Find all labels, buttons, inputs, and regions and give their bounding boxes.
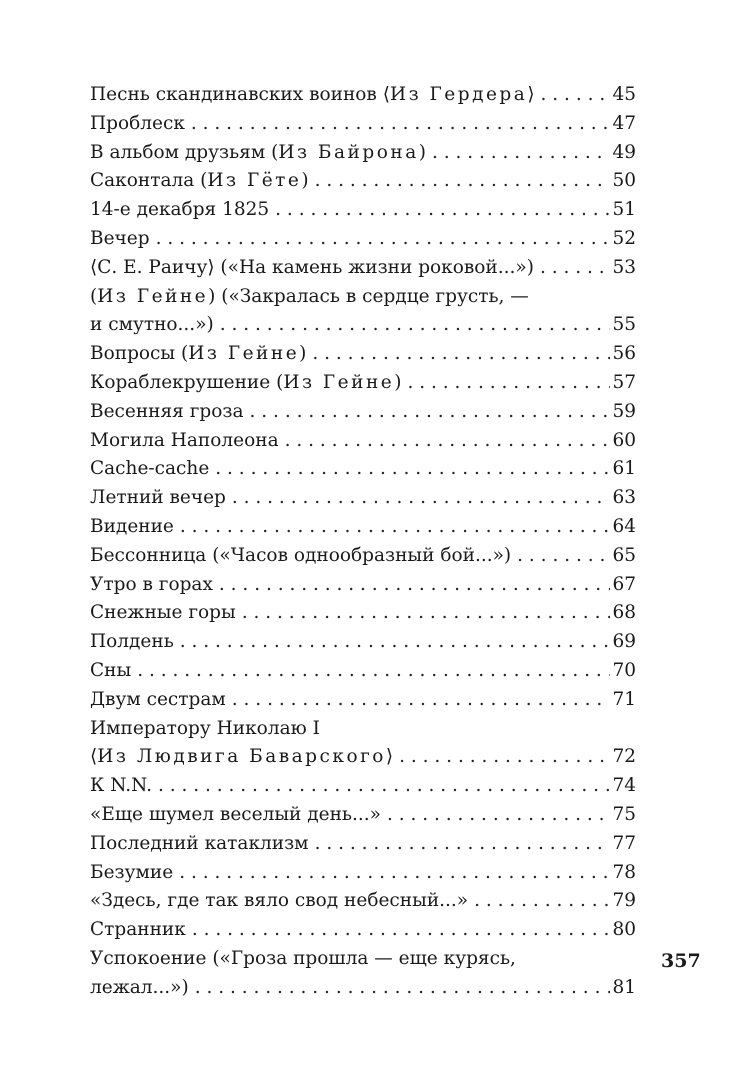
dot-leader [192,916,611,945]
toc-entry-line [90,513,636,542]
toc-entry-page: 47 [612,112,636,134]
toc-entry-line [90,81,636,110]
toc-entry-title: Проблеск [90,112,185,134]
toc-entry-line [90,398,636,427]
toc-entry-page: 55 [612,314,636,336]
dot-leader [232,686,611,715]
toc-entry [90,916,636,945]
toc-entry-title: «Еще шумел веселый день...» [90,803,381,825]
toc-entry-title: и смутно...») [90,314,214,336]
toc-entry-line [90,772,636,801]
toc-entry [90,772,636,801]
toc-entry [90,513,636,542]
toc-entry-title: Саконтала (Из Гёте) [90,170,309,192]
toc-entry-page: 80 [612,919,636,941]
toc-entry [90,859,636,888]
dot-leader [180,628,611,657]
toc-entry [90,81,636,110]
dot-leader [179,859,610,888]
toc-entry-line [90,484,636,513]
toc-entry [90,715,636,773]
toc-entry-title: Могила Наполеона [90,429,279,451]
toc-entry-title: Двум сестрам [90,688,226,710]
dot-leader [250,398,611,427]
toc-entry [90,542,636,571]
dot-leader [474,887,610,916]
toc-entry-line [90,916,636,945]
dot-leader [432,139,611,168]
toc-entry-title: Полдень [90,631,174,653]
toc-entry [90,484,636,513]
toc-entry-page: 75 [612,803,636,825]
toc-entry-title: ⟨Из Людвига Баварского⟩ [90,746,394,768]
dot-leader [407,369,610,398]
toc-entry [90,110,636,139]
toc-entry-title: Сны [90,659,132,681]
dot-leader [242,599,611,628]
dot-leader [220,311,611,340]
toc-entry [90,254,636,283]
toc-entry-title: Странник [90,919,186,941]
toc-entry-title: К N.N. [90,775,152,797]
toc-entry [90,340,636,369]
dot-leader [137,657,610,686]
toc-entry-title: (Из Гейне) («Закралась в сердце грусть, — [90,285,529,307]
dot-leader [315,167,611,196]
toc-entry-line [90,945,636,974]
toc-entry [90,427,636,456]
dot-leader [219,571,611,600]
toc-entry-page: 56 [612,343,636,365]
toc-entry-title: Утро в горах [90,573,213,595]
dot-leader [540,254,611,283]
toc-entry-title: Весенняя гроза [90,400,244,422]
toc-entry-line [90,628,636,657]
toc-entry-line [90,340,636,369]
toc-entry [90,599,636,628]
toc-entry-title: Успокоение («Гроза прошла — еще курясь, [90,947,516,969]
dot-leader [312,340,610,369]
toc-entry-title: Вечер [90,227,150,249]
toc-entry-line [90,830,636,859]
toc-entry-line [90,139,636,168]
toc-entry-page: 70 [612,659,636,681]
dot-leader [275,196,610,225]
toc-entry-line [90,801,636,830]
toc-entry-line [90,311,636,340]
toc-entry-page: 67 [612,573,636,595]
toc-entry-title: Кораблекрушение (Из Гейне) [90,371,402,393]
toc-entry-page: 52 [612,227,636,249]
toc-entry-title: Песнь скандинавских воинов ⟨Из Гердера⟩ [90,84,535,105]
toc-entry-title: ⟨С. Е. Раичу⟩ («На камень жизни роковой...») [90,256,534,278]
toc-entry-line [90,455,636,484]
toc-entry [90,945,636,1003]
toc-entry-page: 45 [612,84,636,105]
toc-entry-title: Безумие [90,861,174,883]
toc-entry-title: «Здесь, где так вяло свод небесный...» [90,890,469,912]
toc-entry-title: Летний вечер [90,487,226,509]
toc-entry-page: 57 [612,371,636,393]
dot-leader [158,772,610,801]
toc-entry-page: 79 [612,890,636,912]
toc-entry [90,657,636,686]
table-of-contents [90,81,636,1003]
toc-entry-line [90,254,636,283]
toc-entry [90,571,636,600]
toc-entry-line [90,369,636,398]
toc-entry [90,455,636,484]
toc-entry [90,801,636,830]
dot-leader [232,484,611,513]
toc-entry-line [90,715,636,744]
dot-leader [215,455,610,484]
dot-leader [156,225,611,254]
toc-entry-page: 69 [612,631,636,653]
toc-entry-title: Последний катаклизм [90,832,309,854]
toc-entry [90,887,636,916]
toc-entry-title: Снежные горы [90,602,236,624]
dot-leader [191,110,611,139]
toc-entry-line [90,686,636,715]
toc-entry [90,830,636,859]
toc-entry-title: Вопросы (Из Гейне) [90,343,307,365]
toc-entry-title: 14-е декабря 1825 [90,199,270,221]
toc-entry [90,398,636,427]
toc-entry-page: 68 [612,602,636,624]
toc-entry-line [90,859,636,888]
toc-entry [90,167,636,196]
toc-entry-line [90,225,636,254]
toc-entry-page: 59 [612,400,636,422]
toc-entry [90,139,636,168]
dot-leader [285,427,611,456]
toc-entry-title: Cache-cache [90,458,210,480]
toc-entry-line [90,887,636,916]
toc-entry-page: 49 [612,141,636,163]
toc-entry [90,283,636,341]
dot-leader [387,801,610,830]
toc-entry-line [90,110,636,139]
toc-entry-page: 71 [612,688,636,710]
dot-leader [517,542,610,571]
toc-entry [90,196,636,225]
toc-entry [90,225,636,254]
toc-entry-page: 77 [612,832,636,854]
toc-entry-line [90,196,636,225]
toc-entry-page: 81 [612,976,636,998]
toc-entry-line [90,599,636,628]
toc-entry-page: 63 [612,487,636,509]
dot-leader [399,743,610,772]
toc-entry-page: 50 [612,170,636,192]
toc-entry-line [90,974,636,1003]
dot-leader [195,974,611,1003]
toc-entry-page: 64 [612,515,636,537]
toc-entry-line [90,542,636,571]
toc-entry-page: 78 [612,861,636,883]
toc-entry [90,686,636,715]
toc-entry-title: лежал...») [90,976,189,998]
toc-entry-page: 51 [612,199,636,221]
toc-entry-line [90,283,636,312]
toc-entry-line [90,167,636,196]
toc-entry-page: 53 [612,256,636,278]
dot-leader [180,513,611,542]
toc-entry-page: 61 [612,458,636,480]
dot-leader [315,830,611,859]
toc-entry-title: Императору Николаю I [90,717,320,739]
toc-entry-page: 74 [612,775,636,797]
page-number: 357 [661,950,701,972]
toc-entry-page: 72 [612,746,636,768]
toc-entry-line [90,743,636,772]
toc-entry-line [90,427,636,456]
toc-entry-line [90,571,636,600]
toc-entry [90,628,636,657]
toc-entry-page: 65 [612,544,636,566]
toc-entry-line [90,657,636,686]
toc-entry-title: Бессонница («Часов однообразный бой...») [90,544,512,566]
toc-entry [90,369,636,398]
dot-leader [541,81,611,110]
toc-entry-title: Видение [90,515,174,537]
toc-entry-page: 60 [612,429,636,451]
toc-entry-title: В альбом друзьям (Из Байрона) [90,141,426,163]
